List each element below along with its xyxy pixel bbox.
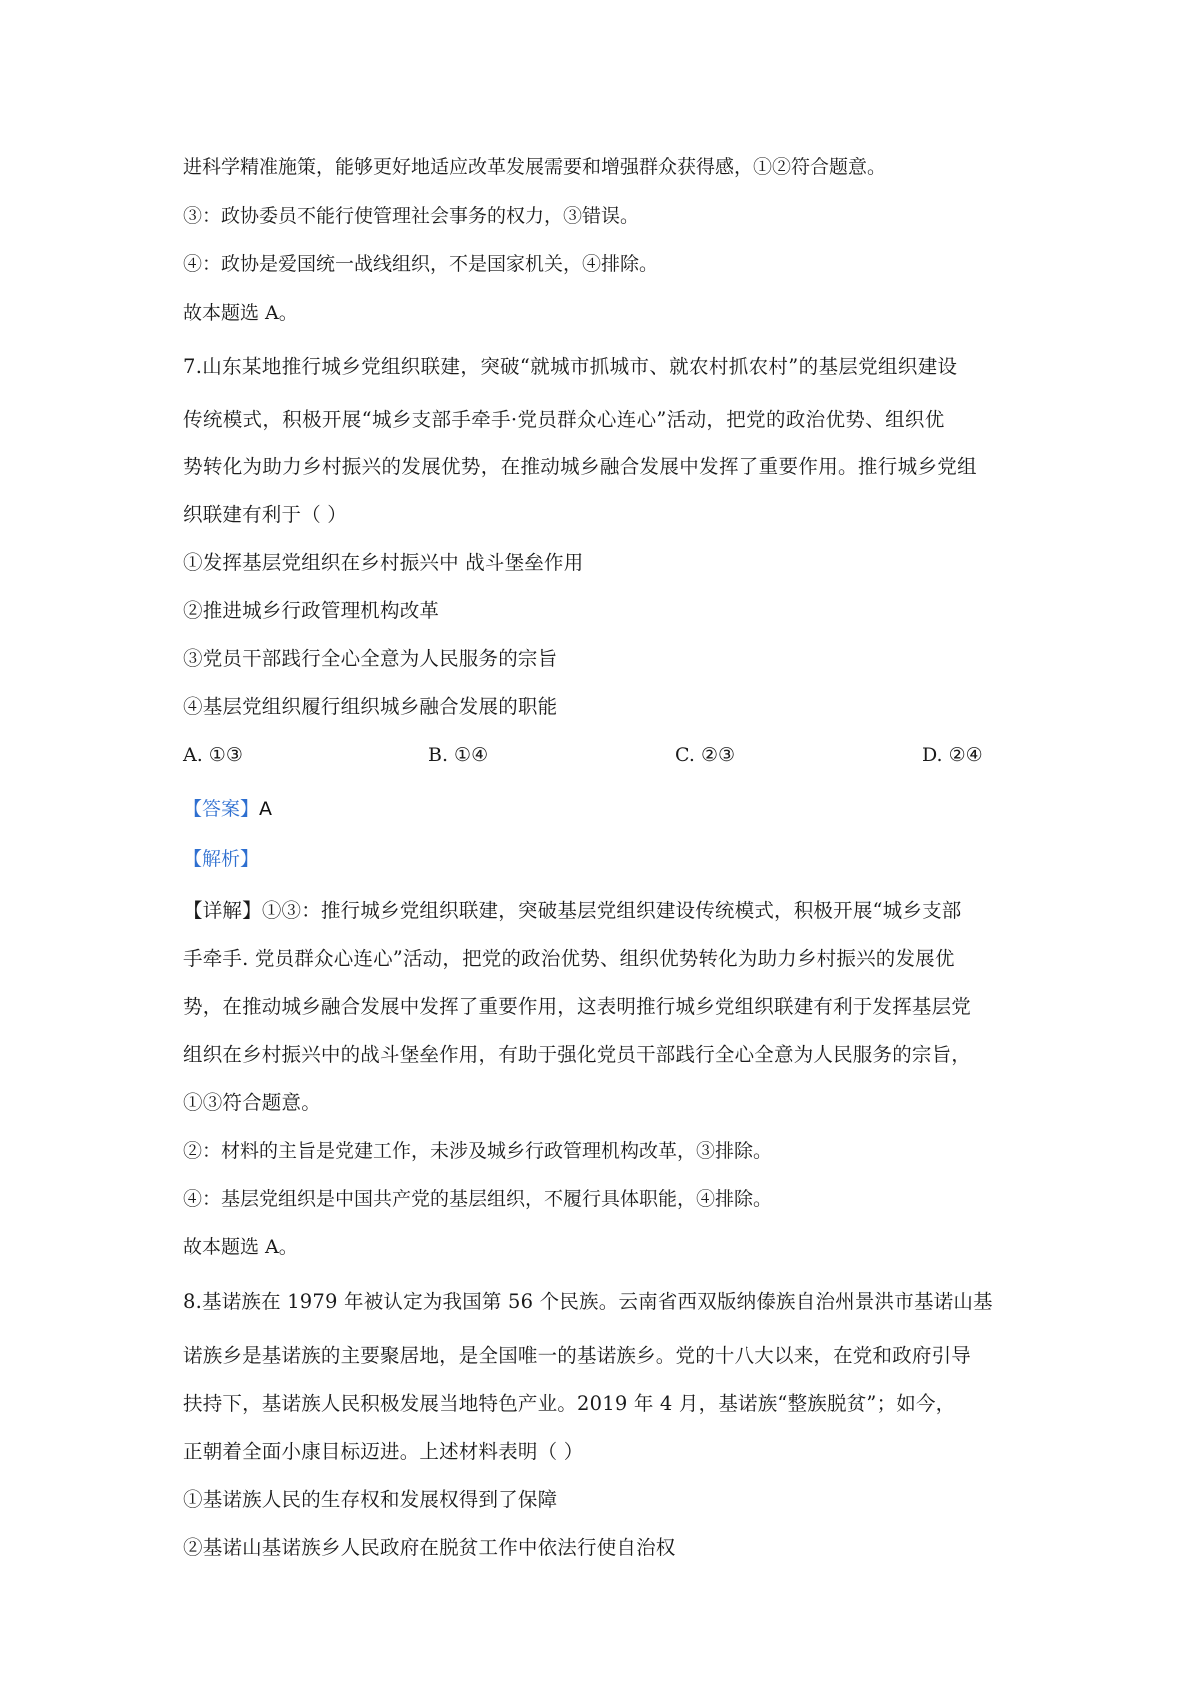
- q7-detail-line-6: ②：材料的主旨是党建工作，未涉及城乡行政管理机构改革，③排除。: [183, 1140, 773, 1162]
- q7-option-1: ①发挥基层党组织在乡村振兴中 战斗堡垒作用: [183, 551, 584, 574]
- q8-stem-line-4: 正朝着全面小康目标迈进。上述材料表明（ ）: [183, 1440, 584, 1463]
- answer-value: A: [259, 798, 273, 820]
- q8-stem-line-3: 扶持下，基诺族人民积极发展当地特色产业。2019 年 4 月，基诺族“整族脱贫”；如今，: [183, 1392, 956, 1415]
- q7-detail-text-1: ①③：推行城乡党组织联建，突破基层党组织建设传统模式，积极开展“城乡支部: [261, 899, 962, 922]
- q7-choice-a: A. ①③: [183, 744, 243, 766]
- prev-line-1: 进科学精准施策，能够更好地适应改革发展需要和增强群众获得感，①②符合题意。: [183, 156, 887, 178]
- q7-detail-line-2: 手牵手. 党员群众心连心”活动，把党的政治优势、组织优势转化为助力乡村振兴的发展优: [183, 947, 955, 970]
- q7-choice-b: B. ①④: [428, 744, 489, 766]
- q7-detail-line-3: 势，在推动城乡融合发展中发挥了重要作用，这表明推行城乡党组织联建有利于发挥基层党: [183, 995, 972, 1018]
- q7-option-2: ②推进城乡行政管理机构改革: [183, 599, 440, 622]
- q7-choice-c: C. ②③: [675, 744, 736, 766]
- q8-stem-line-1: 8.基诺族在 1979 年被认定为我国第 56 个民族。云南省西双版纳傣族自治州景洪市基诺山基: [183, 1290, 993, 1313]
- q8-option-2: ②基诺山基诺族乡人民政府在脱贫工作中依法行使自治权: [183, 1536, 676, 1559]
- analysis-label: 【解析】: [183, 848, 260, 870]
- q7-detail-line-7: ④：基层党组织是中国共产党的基层组织，不履行具体职能，④排除。: [183, 1188, 773, 1210]
- q7-detail-line-1: [183, 901, 961, 921]
- prev-line-3: ④：政协是爱国统一战线组织，不是国家机关，④排除。: [183, 253, 659, 275]
- q7-detail-line-8: 故本题选 A。: [183, 1236, 298, 1258]
- q7-stem-line-1: 7.山东某地推行城乡党组织联建，突破“就城市抓城市、就农村抓农村”的基层党组织建设: [183, 355, 958, 378]
- q7-option-3: ③党员干部践行全心全意为人民服务的宗旨: [183, 647, 558, 670]
- detail-label: 【详解】: [183, 899, 262, 922]
- q8-option-1: ①基诺族人民的生存权和发展权得到了保障: [183, 1488, 558, 1511]
- prev-line-4: 故本题选 A。: [183, 302, 298, 324]
- prev-line-2: ③：政协委员不能行使管理社会事务的权力，③错误。: [183, 205, 640, 227]
- q7-detail-line-4: 组织在乡村振兴中的战斗堡垒作用，有助于强化党员干部践行全心全意为人民服务的宗旨，: [183, 1043, 972, 1066]
- q7-option-4: ④基层党组织履行组织城乡融合发展的职能: [183, 695, 558, 718]
- q7-detail-line-5: ①③符合题意。: [183, 1091, 321, 1114]
- q7-stem-line-3: 势转化为助力乡村振兴的发展优势，在推动城乡融合发展中发挥了重要作用。推行城乡党组: [183, 455, 978, 478]
- q7-stem-line-4: 织联建有利于（ ）: [183, 503, 347, 526]
- answer-label: 【答案】: [183, 798, 260, 820]
- q7-stem-line-2: 传统模式，积极开展“城乡支部手牵手·党员群众心连心”活动，把党的政治优势、组织优: [183, 408, 945, 431]
- q7-choice-d: D. ②④: [922, 744, 983, 766]
- q7-answer-row: [183, 800, 272, 819]
- q8-stem-line-2: 诺族乡是基诺族的主要聚居地，是全国唯一的基诺族乡。党的十八大以来，在党和政府引导: [183, 1344, 972, 1367]
